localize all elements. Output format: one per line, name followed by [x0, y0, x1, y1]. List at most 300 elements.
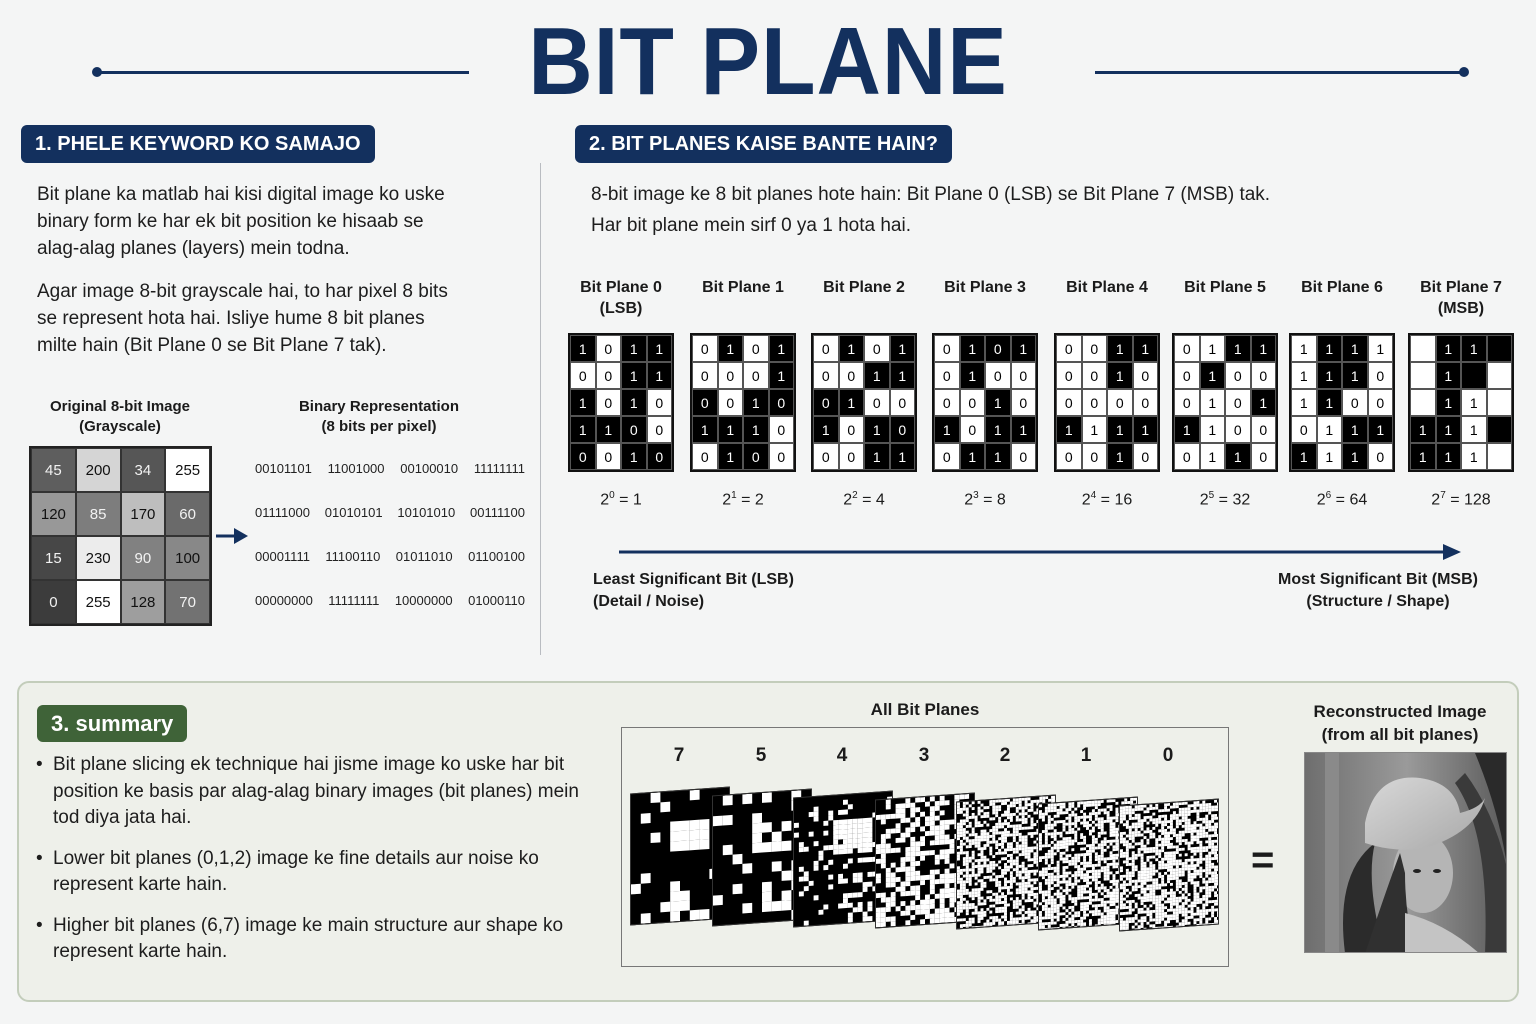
pixel-cell: 128 — [121, 580, 166, 624]
bit-plane-5-grid — [1172, 333, 1278, 472]
bit-cell: 1 — [985, 443, 1011, 470]
bit-cell: 0 — [1082, 389, 1108, 416]
bit-weight: $2^4 = 16$ — [1081, 490, 1133, 509]
bit-cell: 1 — [1317, 389, 1343, 416]
bit-cell: 1 — [1107, 443, 1133, 470]
bit-cell: 1 — [1317, 362, 1343, 389]
binary-row — [255, 458, 525, 502]
bit-plane-label — [561, 277, 681, 319]
bit-cell: 1 — [743, 416, 769, 443]
bit-cell: 1 — [1461, 389, 1487, 416]
bit-cell: 0 — [1056, 389, 1082, 416]
bit-cell: 0 — [570, 443, 596, 470]
bit-plane-title: Bit Plane 6 — [1301, 279, 1383, 296]
page-title: BIT PLANE — [528, 8, 1008, 115]
bit-plane-label — [1165, 277, 1285, 298]
bullet-line: represent karte hain. — [53, 941, 228, 962]
bit-cell: 0 — [718, 389, 744, 416]
bit-cell: 1 — [1368, 416, 1394, 443]
bit-cell — [1487, 443, 1513, 470]
stack-layer-number: 7 — [673, 745, 685, 766]
bit-cell: 1 — [1436, 443, 1462, 470]
bit-cell: 1 — [647, 335, 673, 362]
bit-cell: 0 — [1174, 335, 1200, 362]
bit-cell: 1 — [1461, 443, 1487, 470]
bit-cell: 1 — [621, 443, 647, 470]
bit-cell: 1 — [621, 389, 647, 416]
bit-cell: 1 — [718, 416, 744, 443]
binary-value: 00100010 — [400, 461, 459, 476]
bit-cell: 1 — [813, 416, 839, 443]
bit-cell: 0 — [1251, 362, 1277, 389]
title-dot-right — [1459, 67, 1469, 77]
bit-cell: 1 — [1225, 443, 1251, 470]
binary-value: 11111111 — [328, 593, 380, 608]
bit-plane-label — [1282, 277, 1402, 298]
bit-plane-title: Bit Plane 4 — [1066, 279, 1148, 296]
bullet-line: tod diya jata hai. — [53, 807, 192, 828]
bit-plane-title: Bit Plane 0 — [580, 279, 662, 296]
bullet-line: position ke basis par alag-alag binary images (bit planes) mein — [53, 780, 579, 802]
bit-cell: 1 — [1200, 443, 1226, 470]
bit-plane-title: Bit Plane 1 — [702, 279, 784, 296]
reconstructed-title — [1296, 700, 1504, 746]
bit-plane-1-grid — [690, 333, 796, 472]
exponent: 4 — [1090, 490, 1097, 501]
stack-layer — [1119, 799, 1219, 932]
bit-cell: 0 — [718, 362, 744, 389]
portrait-image-icon — [1305, 753, 1507, 953]
bit-cell: 0 — [692, 443, 718, 470]
msb-label-line2: (Structure / Shape) — [1306, 593, 1450, 610]
bit-cell: 1 — [1342, 362, 1368, 389]
bit-cell — [1461, 362, 1487, 389]
bit-cell: 0 — [692, 335, 718, 362]
bit-cell: 1 — [1225, 335, 1251, 362]
reconstructed-image — [1304, 752, 1507, 953]
stack-layer-number: 2 — [999, 745, 1011, 766]
stack-title: All Bit Planes — [870, 700, 980, 719]
bit-weight: $2^2 = 4$ — [843, 490, 885, 509]
bit-cell: 0 — [890, 389, 916, 416]
bit-cell: 0 — [1342, 389, 1368, 416]
bit-cell: 0 — [1056, 335, 1082, 362]
bit-cell: 0 — [813, 362, 839, 389]
bit-weight: $2^3 = 8$ — [964, 490, 1006, 509]
bit-cell: 1 — [1107, 416, 1133, 443]
bit-cell: 0 — [813, 389, 839, 416]
bullet-line: • Lower bit planes (0,1,2) image ke fine details aur noise ko — [53, 847, 539, 869]
bit-cell: 1 — [1461, 416, 1487, 443]
pixel-cell: 90 — [121, 536, 166, 580]
bit-cell: 1 — [718, 335, 744, 362]
bit-cell: 1 — [743, 389, 769, 416]
caption-line: (Grayscale) — [79, 418, 161, 435]
bit-cell: 0 — [934, 362, 960, 389]
bit-plane-subtitle: (MSB) — [1437, 300, 1485, 317]
bit-cell: 1 — [1200, 362, 1226, 389]
exponent: 2 — [852, 490, 858, 501]
stack-layer-number: 0 — [1162, 745, 1174, 766]
bit-cell: 1 — [570, 416, 596, 443]
exponent: 0 — [609, 490, 615, 501]
text-line: binary form ke har ek bit position ke hisaab se — [37, 211, 424, 232]
summary-bullet — [36, 846, 596, 899]
title-row — [0, 10, 1536, 120]
bit-cell: 1 — [1317, 335, 1343, 362]
binary-caption — [279, 397, 479, 437]
pixel-cell: 60 — [165, 492, 210, 536]
weight-value: 16 — [1114, 491, 1133, 509]
bit-cell: 0 — [1368, 362, 1394, 389]
recon-title-line1: Reconstructed Image — [1313, 702, 1487, 721]
binary-value: 01010101 — [324, 505, 383, 520]
bit-plane-title: Bit Plane 7 — [1420, 279, 1502, 296]
caption-line: Binary Representation — [298, 398, 460, 415]
pixel-cell: 230 — [76, 536, 121, 580]
bit-cell: 0 — [813, 443, 839, 470]
bit-weight: $2^1 = 2$ — [722, 490, 764, 509]
bit-cell: 0 — [934, 335, 960, 362]
bit-cell — [1487, 335, 1513, 362]
bullet-line: represent karte hain. — [53, 874, 228, 895]
bit-cell: 1 — [1082, 416, 1108, 443]
bit-plane-label — [1047, 277, 1167, 298]
bit-cell: 1 — [769, 335, 795, 362]
section1-paragraph-1 — [37, 181, 445, 262]
bit-cell: 1 — [1436, 335, 1462, 362]
bit-cell: 1 — [890, 335, 916, 362]
bit-cell: 0 — [769, 389, 795, 416]
stack-layer-number: 3 — [918, 745, 930, 766]
bit-cell: 0 — [1174, 362, 1200, 389]
bit-plane-6-grid — [1289, 333, 1395, 472]
bit-cell: 1 — [769, 362, 795, 389]
bit-cell: 0 — [596, 362, 622, 389]
bit-cell: 1 — [1436, 389, 1462, 416]
bit-cell: 1 — [1133, 335, 1159, 362]
bit-cell: 0 — [1225, 389, 1251, 416]
weight-value: 32 — [1232, 491, 1251, 509]
bit-cell: 0 — [570, 362, 596, 389]
bit-cell: 1 — [1317, 443, 1343, 470]
bit-cell: 1 — [718, 443, 744, 470]
bit-cell: 0 — [890, 416, 916, 443]
bit-cell: 0 — [1225, 362, 1251, 389]
summary-bullet — [36, 913, 596, 966]
bit-cell: 0 — [1291, 416, 1317, 443]
bit-cell: 0 — [1082, 362, 1108, 389]
binary-value: 01111000 — [255, 505, 310, 520]
section2-intro-line-2: Har bit plane mein sirf 0 ya 1 hota hai. — [591, 215, 912, 236]
pixel-cell: 45 — [31, 448, 76, 492]
bit-cell: 0 — [596, 335, 622, 362]
bullet-line: • Bit plane slicing ek technique hai jisme image ko uske har bit — [53, 754, 565, 775]
bit-plane-4-grid — [1054, 333, 1160, 472]
pixel-cell: 0 — [31, 580, 76, 624]
bit-weight: $2^5 = 32$ — [1199, 490, 1251, 509]
text-line: se represent hota hai. Isliye hume 8 bit planes — [37, 308, 425, 329]
bullet-line: • Higher bit planes (6,7) image ke main structure aur shape ko — [53, 914, 564, 936]
pixel-cell: 85 — [76, 492, 121, 536]
bit-cell: 1 — [1410, 416, 1436, 443]
bit-cell: 0 — [621, 416, 647, 443]
bit-cell: 0 — [864, 389, 890, 416]
bit-cell: 1 — [985, 389, 1011, 416]
bit-cell: 0 — [839, 443, 865, 470]
weight-value: 2 — [754, 491, 764, 509]
bit-cell: 1 — [621, 362, 647, 389]
bit-cell: 1 — [1200, 389, 1226, 416]
weight-value: 128 — [1464, 491, 1491, 509]
bit-plane-0-grid — [568, 333, 674, 472]
bit-cell: 1 — [1342, 335, 1368, 362]
bit-cell: 0 — [960, 389, 986, 416]
bit-cell: 0 — [1368, 389, 1394, 416]
bit-cell: 1 — [890, 443, 916, 470]
bit-cell: 1 — [960, 362, 986, 389]
bit-plane-label — [804, 277, 924, 298]
bit-cell: 0 — [1174, 389, 1200, 416]
bit-cell: 1 — [596, 416, 622, 443]
bit-cell: 0 — [934, 389, 960, 416]
bit-cell — [1410, 389, 1436, 416]
bit-cell: 1 — [864, 416, 890, 443]
bit-cell: 0 — [1225, 416, 1251, 443]
text-line: alag-alag planes (layers) mein todna. — [37, 238, 350, 259]
bit-cell: 1 — [1251, 335, 1277, 362]
section1-paragraph-2 — [37, 278, 448, 359]
bit-cell: 0 — [1056, 362, 1082, 389]
bit-cell: 1 — [1410, 443, 1436, 470]
bit-plane-7-grid — [1408, 333, 1514, 472]
summary-bullets — [36, 752, 596, 980]
bit-plane-title: Bit Plane 5 — [1184, 279, 1266, 296]
grayscale-pixel-grid — [29, 446, 212, 626]
binary-value: 11001000 — [327, 461, 385, 476]
equals-sign: = — [1251, 838, 1275, 882]
text-line: milte hain (Bit Plane 0 se Bit Plane 7 tak). — [37, 335, 387, 356]
binary-row — [255, 590, 525, 634]
pixel-cell: 200 — [76, 448, 121, 492]
pixel-cell: 170 — [121, 492, 166, 536]
bit-cell: 1 — [570, 389, 596, 416]
bit-cell: 0 — [960, 416, 986, 443]
stack-layer-number: 1 — [1080, 745, 1092, 766]
bit-cell: 0 — [864, 335, 890, 362]
exponent: 7 — [1440, 490, 1446, 501]
weight-value: 8 — [996, 491, 1006, 509]
binary-value: 10101010 — [397, 505, 456, 520]
bit-cell: 1 — [1251, 389, 1277, 416]
bit-cell — [1410, 335, 1436, 362]
bit-cell: 0 — [692, 389, 718, 416]
stack-layer-number: 4 — [836, 745, 848, 766]
binary-value: 01100100 — [468, 549, 525, 564]
pixel-cell: 120 — [31, 492, 76, 536]
bit-cell: 0 — [596, 443, 622, 470]
bit-cell: 0 — [985, 335, 1011, 362]
bit-cell: 1 — [985, 416, 1011, 443]
arrow-right-icon — [216, 526, 248, 546]
bit-weight: $2^6 = 64$ — [1316, 490, 1368, 509]
binary-value: 10000000 — [394, 593, 453, 608]
bit-cell: 0 — [1082, 443, 1108, 470]
bit-cell: 0 — [1251, 416, 1277, 443]
msb-label — [1266, 569, 1490, 613]
bit-cell: 0 — [1133, 389, 1159, 416]
bit-cell: 1 — [864, 362, 890, 389]
binary-value: 01000110 — [468, 593, 525, 608]
weight-value: 1 — [632, 491, 642, 509]
bit-cell: 1 — [1107, 335, 1133, 362]
bit-cell: 1 — [1436, 416, 1462, 443]
bit-cell: 0 — [647, 416, 673, 443]
summary-bullet — [36, 752, 596, 832]
lsb-label-line1: Least Significant Bit (LSB) — [593, 571, 794, 588]
bit-cell — [1487, 416, 1513, 443]
bit-cell: 0 — [647, 389, 673, 416]
bit-cell: 1 — [864, 443, 890, 470]
pixel-cell: 255 — [76, 580, 121, 624]
bit-cell: 0 — [985, 362, 1011, 389]
binary-value: 00111100 — [470, 505, 525, 520]
bit-cell: 1 — [1011, 416, 1037, 443]
bit-plane-subtitle: (LSB) — [599, 300, 643, 317]
binary-value: 00001111 — [255, 549, 310, 564]
bit-cell: 1 — [692, 416, 718, 443]
bit-cell: 0 — [813, 335, 839, 362]
section1-badge: 1. PHELE KEYWORD KO SAMAJO — [21, 125, 375, 163]
section2-badge: 2. BIT PLANES KAISE BANTE HAIN? — [575, 125, 952, 163]
caption-line: (8 bits per pixel) — [321, 418, 437, 435]
binary-row — [255, 502, 525, 546]
exponent: 3 — [973, 490, 979, 501]
bit-cell: 0 — [647, 443, 673, 470]
bit-cell: 1 — [1011, 335, 1037, 362]
bit-cell — [1410, 362, 1436, 389]
exponent: 1 — [731, 490, 737, 501]
bit-cell: 0 — [934, 443, 960, 470]
bit-cell: 1 — [1342, 416, 1368, 443]
bit-cell — [1487, 362, 1513, 389]
bit-cell: 1 — [570, 335, 596, 362]
bit-cell: 0 — [839, 416, 865, 443]
grayscale-caption — [20, 397, 220, 437]
bit-weight: $2^7 = 128$ — [1431, 490, 1491, 509]
bit-cell: 1 — [1200, 335, 1226, 362]
bit-cell: 1 — [839, 335, 865, 362]
bit-cell: 0 — [596, 389, 622, 416]
lsb-label-line2: (Detail / Noise) — [593, 593, 705, 610]
binary-value: 00101101 — [255, 461, 312, 476]
bit-cell: 0 — [1107, 389, 1133, 416]
section-divider — [540, 163, 541, 655]
text-line: Agar image 8-bit grayscale hai, to har pixel 8 bits — [37, 281, 448, 302]
stack-layer-number: 5 — [755, 745, 767, 766]
pixel-cell: 34 — [121, 448, 166, 492]
exponent: 6 — [1325, 490, 1332, 501]
weight-value: 64 — [1349, 491, 1368, 509]
pixel-cell: 15 — [31, 536, 76, 580]
bit-cell: 1 — [1291, 443, 1317, 470]
bit-cell: 0 — [1056, 443, 1082, 470]
weight-value: 4 — [875, 491, 885, 509]
bit-cell: 0 — [692, 362, 718, 389]
bit-cell: 1 — [1133, 416, 1159, 443]
binary-value: 01011010 — [395, 549, 453, 564]
section3-badge: 3. summary — [37, 705, 187, 742]
msb-label-line1: Most Significant Bit (MSB) — [1278, 571, 1478, 588]
bit-cell: 1 — [839, 389, 865, 416]
binary-value: 11111111 — [473, 461, 525, 476]
lsb-label — [593, 569, 794, 613]
title-rule-right — [1095, 71, 1464, 74]
binary-row — [255, 546, 525, 590]
binary-value: 00000000 — [255, 593, 313, 608]
bit-plane-label — [925, 277, 1045, 298]
bit-cell: 1 — [1317, 416, 1343, 443]
bit-cell: 0 — [743, 335, 769, 362]
binary-representation-grid — [255, 458, 525, 634]
bit-cell: 0 — [1174, 443, 1200, 470]
exponent: 5 — [1208, 490, 1215, 501]
bit-cell: 0 — [743, 362, 769, 389]
bit-cell: 1 — [1461, 335, 1487, 362]
pixel-cell: 100 — [165, 536, 210, 580]
text-line: Bit plane ka matlab hai kisi digital image ko uske — [37, 184, 445, 205]
bit-cell: 1 — [1200, 416, 1226, 443]
bit-cell: 1 — [647, 362, 673, 389]
bit-plane-3-grid — [932, 333, 1038, 472]
bit-weight: $2^0 = 1$ — [600, 490, 642, 509]
bit-cell: 1 — [1368, 335, 1394, 362]
recon-title-line2: (from all bit planes) — [1321, 725, 1479, 744]
bit-cell: 0 — [1011, 362, 1037, 389]
bit-cell: 0 — [743, 443, 769, 470]
bit-cell: 1 — [1291, 335, 1317, 362]
bit-cell: 0 — [1133, 362, 1159, 389]
bit-cell: 1 — [960, 335, 986, 362]
bit-cell: 1 — [960, 443, 986, 470]
bit-plane-label — [1401, 277, 1521, 319]
bit-cell: 0 — [839, 362, 865, 389]
significance-arrow-icon — [619, 543, 1461, 561]
bit-cell: 1 — [934, 416, 960, 443]
bit-cell: 1 — [1056, 416, 1082, 443]
pixel-cell: 255 — [165, 448, 210, 492]
bit-plane-2-grid — [811, 333, 917, 472]
bit-plane-title: Bit Plane 2 — [823, 279, 905, 296]
bit-cell: 1 — [1291, 362, 1317, 389]
bit-plane-label — [683, 277, 803, 298]
binary-value: 11100110 — [325, 549, 381, 564]
bit-cell — [1487, 389, 1513, 416]
bit-cell: 0 — [1011, 389, 1037, 416]
bit-cell: 0 — [769, 443, 795, 470]
pixel-cell: 70 — [165, 580, 210, 624]
bit-cell: 0 — [1133, 443, 1159, 470]
bit-plane-title: Bit Plane 3 — [944, 279, 1026, 296]
section2-intro-line-1: 8-bit image ke 8 bit planes hote hain: Bit Plane 0 (LSB) se Bit Plane 7 (MSB) tak. — [591, 184, 1271, 205]
bit-cell: 1 — [1291, 389, 1317, 416]
bit-cell: 1 — [1436, 362, 1462, 389]
bit-cell: 1 — [890, 362, 916, 389]
bit-cell: 0 — [1368, 443, 1394, 470]
caption-line: Original 8-bit Image — [49, 398, 191, 415]
bit-cell: 1 — [1174, 416, 1200, 443]
bit-cell: 0 — [769, 416, 795, 443]
